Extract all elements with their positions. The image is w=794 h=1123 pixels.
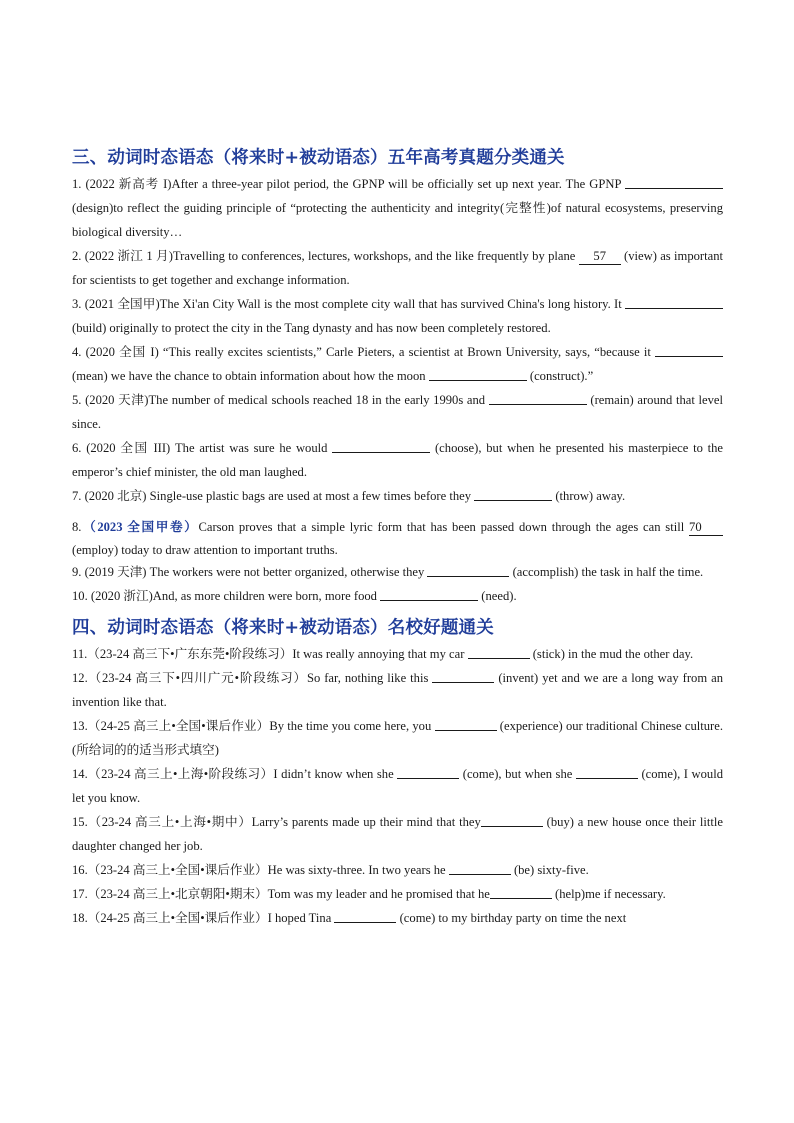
question-13: 13.（24-25 高三上•全国•课后作业）By the time you come here, you (experience) our traditional Chinese culture. (所给词的的适当形式填空) (72, 714, 723, 762)
answer-blank[interactable] (435, 716, 497, 731)
answer-blank[interactable] (481, 812, 543, 827)
answer-blank[interactable] (432, 668, 494, 683)
question-6: 6. (2020 全国 III) The artist was sure he would (choose), but when he presented his masterpiece to the emperor’s chief minister, the old man laughed. (72, 436, 723, 484)
question-17: 17.（23-24 高三上•北京朝阳•期末）Tom was my leader and he promised that he (help)me if necessary. (72, 882, 723, 906)
question-4: 4. (2020 全国 I) “This really excites scientists,” Carle Pieters, a scientist at Brown University, says, “because it (mean) we have the chance to obtain information about how the moon (construct).” (72, 340, 723, 388)
section-4-title: 四、动词时态语态（将来时+被动语态）名校好题通关 (72, 618, 494, 638)
answer-blank[interactable] (427, 562, 509, 577)
answer-blank[interactable] (576, 764, 638, 779)
question-source: （2023 全国甲卷） (81, 520, 199, 534)
answer-blank[interactable] (332, 438, 430, 453)
answer-blank[interactable] (397, 764, 459, 779)
answer-blank[interactable] (468, 644, 530, 659)
question-1: 1. (2022 新高考 I)After a three-year pilot period, the GPNP will be officially set up next year. The GPNP (design)to reflect the guiding principle of “protecting the authenticity and integrity(完整性)of natural ecosystems, preserving biological diversity… (72, 172, 723, 244)
answer-number: 57 (579, 249, 621, 265)
answer-blank[interactable] (474, 486, 552, 501)
answer-number: 70 (689, 520, 723, 536)
question-7: 7. (2020 北京) Single-use plastic bags are used at most a few times before they (throw) away. (72, 484, 723, 508)
section-3-title: 三、动词时态语态（将来时+被动语态）五年高考真题分类通关 (72, 148, 565, 168)
answer-blank[interactable] (449, 860, 511, 875)
question-11: 11.（23-24 高三下•广东东莞•阶段练习）It was really annoying that my car (stick) in the mud the other day. (72, 642, 723, 666)
question-5: 5. (2020 天津)The number of medical schools reached 18 in the early 1990s and (remain) around that level since. (72, 388, 723, 436)
question-10: 10. (2020 浙江)And, as more children were born, more food (need). (72, 584, 723, 608)
question-8: 8.（2023 全国甲卷）Carson proves that a simple lyric form that has been passed down through the ages can still 70 (employ) today to draw attention to important truths. (72, 516, 723, 562)
question-3: 3. (2021 全国甲)The Xi'an City Wall is the most complete city wall that has survived China's long history. It (build) originally to protect the city in the Tang dynasty and has now been completely restored. (72, 292, 723, 340)
question-18: 18.（24-25 高三上•全国•课后作业）I hoped Tina (come) to my birthday party on time the next (72, 906, 723, 930)
answer-blank[interactable] (490, 884, 552, 899)
answer-blank[interactable] (334, 908, 396, 923)
document-page (72, 144, 723, 930)
answer-blank[interactable] (655, 342, 723, 357)
answer-blank[interactable] (489, 390, 587, 405)
answer-blank[interactable] (429, 366, 527, 381)
question-14: 14.（23-24 高三上•上海•阶段练习）I didn’t know when she (come), but when she (come), I would let you know. (72, 762, 723, 810)
question-12: 12.（23-24 高三下•四川广元•阶段练习）So far, nothing like this (invent) yet and we are a long way from an invention like that. (72, 666, 723, 714)
answer-blank[interactable] (625, 174, 723, 189)
question-15: 15.（23-24 高三上•上海•期中）Larry’s parents made up their mind that they (buy) a new house once their little daughter changed her job. (72, 810, 723, 858)
question-2: 2. (2022 浙江 1 月)Travelling to conferences, lectures, workshops, and the like frequently by plane 57 (view) as important for scientists to get together and exchange information. (72, 249, 723, 287)
question-9: 9. (2019 天津) The workers were not better organized, otherwise they (accomplish) the task in half the time. (72, 562, 723, 582)
question-16: 16.（23-24 高三上•全国•课后作业）He was sixty-three. In two years he (be) sixty-five. (72, 858, 723, 882)
answer-blank[interactable] (380, 586, 478, 601)
answer-blank[interactable] (625, 294, 723, 309)
